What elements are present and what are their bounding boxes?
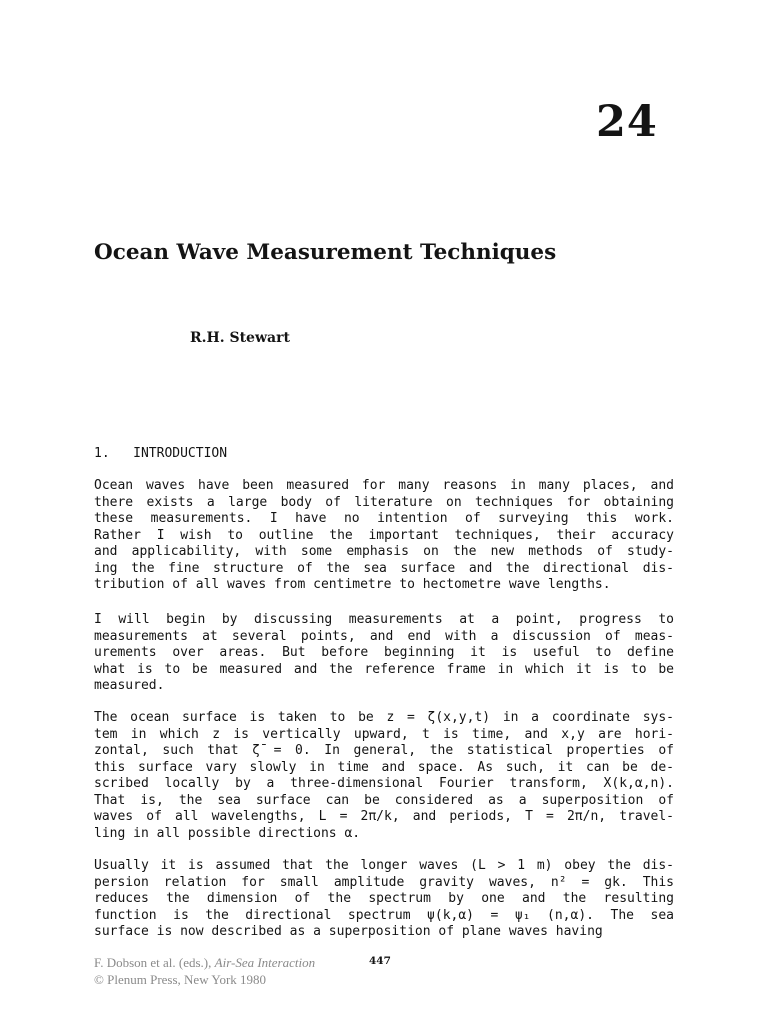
text-line: I will begin by discussing measurements at a point, progress to xyxy=(94,612,674,627)
text-line: urements over areas. But before beginning it is useful to define xyxy=(94,645,674,660)
text-line: That is, the sea surface can be considered as a superposition of xyxy=(94,792,674,808)
footer-publisher: © Plenum Press, New York 1980 xyxy=(94,972,267,987)
footer-citation xyxy=(94,954,315,988)
paragraph xyxy=(94,612,674,695)
chapter-number: 24 xyxy=(596,97,658,147)
text-line: persion relation for small amplitude gravity waves, n² = gk. This xyxy=(94,874,674,890)
footer-editors-line xyxy=(94,954,315,971)
text-line: zontal, such that ζ̄ = 0. In general, the statistical properties of xyxy=(94,743,674,758)
text-line: The ocean surface is taken to be z = ζ(x,y,t) in a coordinate sys- xyxy=(94,710,674,725)
author-name: R.H. Stewart xyxy=(190,330,290,346)
text-line: ing the fine structure of the sea surface and the directional dis- xyxy=(94,560,674,576)
text-line: Rather I wish to outline the important techniques, their accuracy xyxy=(94,527,674,543)
text-line: measurements at several points, and end with a discussion of meas- xyxy=(94,628,674,644)
paragraph xyxy=(94,858,674,941)
section-heading: 1. INTRODUCTION xyxy=(94,446,228,461)
text-line: ling in all possible directions α. xyxy=(94,825,361,841)
text-line: Usually it is assumed that the longer waves (L > 1 m) obey the dis- xyxy=(94,858,674,873)
text-line: surface is now described as a superposition of plane waves having xyxy=(94,924,603,939)
footer-book-title: Air-Sea Interaction xyxy=(214,955,316,970)
paragraph xyxy=(94,478,674,594)
chapter-title: Ocean Wave Measurement Techniques xyxy=(94,240,557,265)
text-line: there exists a large body of literature on techniques for obtaining xyxy=(94,494,674,510)
text-line: scribed locally by a three-dimensional Fourier transform, X(k,α,n). xyxy=(94,776,674,791)
page-number: 447 xyxy=(369,955,391,967)
text-line: Ocean waves have been measured for many reasons in many places, and xyxy=(94,478,674,493)
text-line: measured. xyxy=(94,678,165,693)
text-line: tem in which z is vertically upward, t is time, and x,y are hori- xyxy=(94,726,674,742)
text-line: and applicability, with some emphasis on the new methods of study- xyxy=(94,544,674,559)
text-line: function is the directional spectrum ψ(k,α) = ψ₁ (n,α). The sea xyxy=(94,907,674,923)
text-line: this surface vary slowly in time and space. As such, it can be de- xyxy=(94,759,674,775)
text-line: these measurements. I have no intention of surveying this work. xyxy=(94,511,674,526)
footer-editors: F. Dobson et al. (eds.), xyxy=(94,955,215,970)
paragraph xyxy=(94,710,674,842)
text-line: waves of all wavelengths, L = 2π/k, and periods, T = 2π/n, travel- xyxy=(94,809,674,824)
text-line: tribution of all waves from centimetre to hectometre wave lengths. xyxy=(94,577,611,592)
text-line: what is to be measured and the reference frame in which it is to be xyxy=(94,661,674,677)
text-line: reduces the dimension of the spectrum by one and the resulting xyxy=(94,891,674,906)
